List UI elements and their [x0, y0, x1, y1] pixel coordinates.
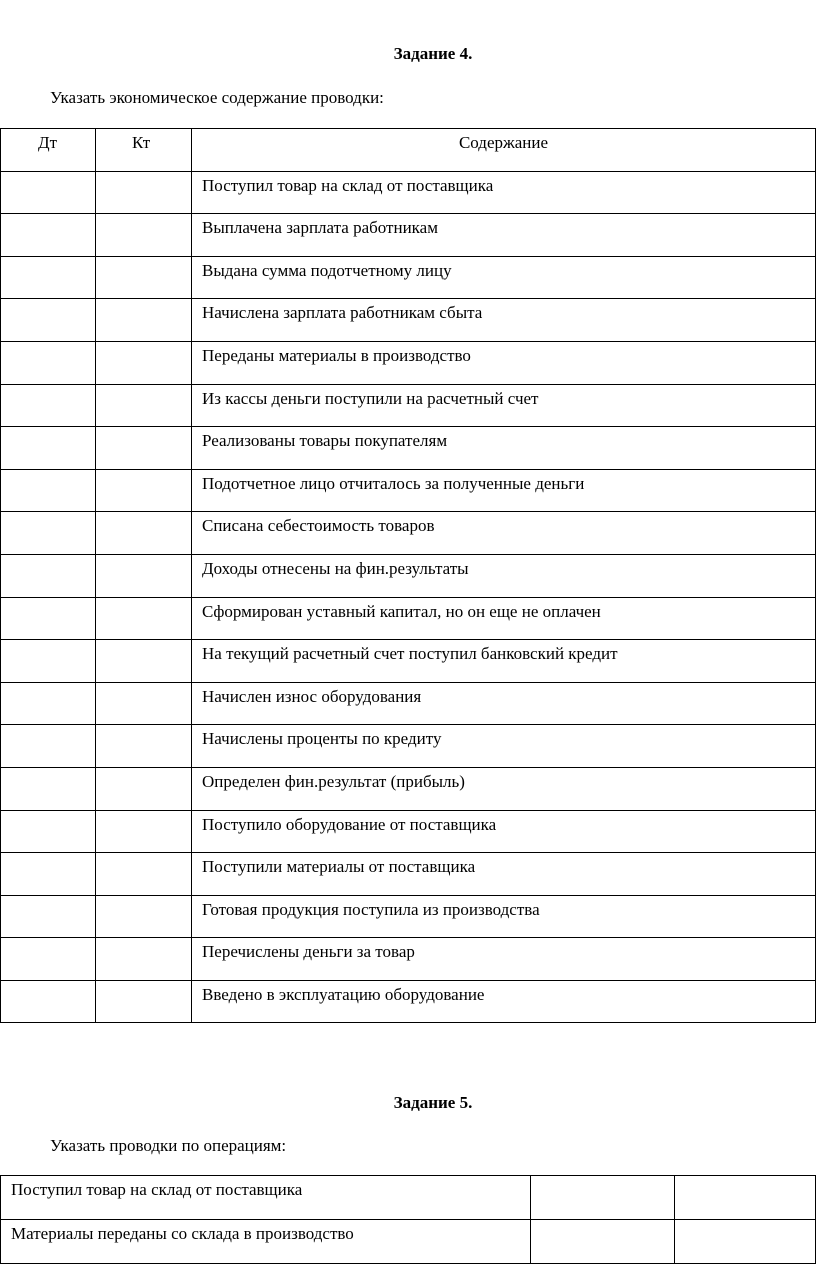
content-cell: Поступило оборудование от поставщика — [192, 810, 816, 853]
task5-table — [0, 1175, 816, 1264]
content-cell: Готовая продукция поступила из производства — [192, 895, 816, 938]
table-row — [1, 895, 816, 938]
content-cell: Сформирован уставный капитал, но он еще не оплачен — [192, 597, 816, 640]
task4-title: Задание 4. — [393, 44, 473, 63]
content-cell: Выплачена зарплата работникам — [192, 214, 816, 257]
table-row — [1, 512, 816, 555]
dt-cell[interactable] — [1, 341, 96, 384]
content-cell: Списана себестоимость товаров — [192, 512, 816, 555]
table-row — [1, 1220, 816, 1264]
dt-cell[interactable] — [1, 384, 96, 427]
dt-cell[interactable] — [1, 853, 96, 896]
content-cell: На текущий расчетный счет поступил банковский кредит — [192, 640, 816, 683]
table-row — [1, 554, 816, 597]
table-row — [1, 1176, 816, 1220]
table-row — [1, 256, 816, 299]
table-row — [1, 597, 816, 640]
header-kt: Кт — [96, 129, 192, 172]
content-cell: Введено в эксплуатацию оборудование — [192, 980, 816, 1023]
dt-cell[interactable] — [1, 640, 96, 683]
kt-cell[interactable] — [96, 682, 192, 725]
dt-cell[interactable] — [1, 214, 96, 257]
table-row — [1, 853, 816, 896]
dt-cell[interactable] — [1, 256, 96, 299]
kt-cell[interactable] — [96, 341, 192, 384]
header-content: Содержание — [192, 129, 816, 172]
kt-cell[interactable] — [96, 938, 192, 981]
table-header-row — [1, 129, 816, 172]
kt-cell[interactable] — [96, 810, 192, 853]
task5-instruction: Указать проводки по операциям: — [50, 1136, 287, 1155]
table-row — [1, 171, 816, 214]
dt-cell[interactable] — [1, 938, 96, 981]
dt-cell[interactable] — [1, 469, 96, 512]
header-dt: Дт — [1, 129, 96, 172]
kt-cell[interactable] — [96, 256, 192, 299]
dt-cell[interactable] — [1, 725, 96, 768]
table-row — [1, 299, 816, 342]
dt-cell[interactable] — [1, 554, 96, 597]
table-row — [1, 384, 816, 427]
credit-answer-cell[interactable] — [675, 1220, 816, 1264]
kt-cell[interactable] — [96, 640, 192, 683]
kt-cell[interactable] — [96, 554, 192, 597]
content-cell: Начислена зарплата работникам сбыта — [192, 299, 816, 342]
kt-cell[interactable] — [96, 214, 192, 257]
content-cell: Начислен износ оборудования — [192, 682, 816, 725]
kt-cell[interactable] — [96, 767, 192, 810]
table-row — [1, 980, 816, 1023]
content-cell: Определен фин.результат (прибыль) — [192, 767, 816, 810]
kt-cell[interactable] — [96, 299, 192, 342]
content-cell: Начислены проценты по кредиту — [192, 725, 816, 768]
table-row — [1, 469, 816, 512]
table-row — [1, 725, 816, 768]
table-row — [1, 938, 816, 981]
table-row — [1, 810, 816, 853]
kt-cell[interactable] — [96, 171, 192, 214]
dt-cell[interactable] — [1, 682, 96, 725]
kt-cell[interactable] — [96, 512, 192, 555]
content-cell: Перечислены деньги за товар — [192, 938, 816, 981]
table-row — [1, 341, 816, 384]
table-row — [1, 214, 816, 257]
table-row — [1, 427, 816, 470]
credit-answer-cell[interactable] — [675, 1176, 816, 1220]
kt-cell[interactable] — [96, 895, 192, 938]
table-row — [1, 682, 816, 725]
dt-cell[interactable] — [1, 597, 96, 640]
dt-cell[interactable] — [1, 299, 96, 342]
dt-cell[interactable] — [1, 980, 96, 1023]
kt-cell[interactable] — [96, 427, 192, 470]
dt-cell[interactable] — [1, 810, 96, 853]
task5-title: Задание 5. — [393, 1093, 473, 1112]
dt-cell[interactable] — [1, 427, 96, 470]
kt-cell[interactable] — [96, 853, 192, 896]
dt-cell[interactable] — [1, 895, 96, 938]
task4-table — [0, 128, 816, 1023]
kt-cell[interactable] — [96, 980, 192, 1023]
task4-instruction: Указать экономическое содержание проводки: — [50, 88, 384, 107]
debit-answer-cell[interactable] — [531, 1220, 675, 1264]
content-cell: Доходы отнесены на фин.результаты — [192, 554, 816, 597]
dt-cell[interactable] — [1, 171, 96, 214]
kt-cell[interactable] — [96, 725, 192, 768]
dt-cell[interactable] — [1, 512, 96, 555]
table-row — [1, 767, 816, 810]
operation-cell: Материалы переданы со склада в производство — [1, 1220, 531, 1264]
operation-cell: Поступил товар на склад от поставщика — [1, 1176, 531, 1220]
debit-answer-cell[interactable] — [531, 1176, 675, 1220]
content-cell: Переданы материалы в производство — [192, 341, 816, 384]
kt-cell[interactable] — [96, 597, 192, 640]
content-cell: Поступил товар на склад от поставщика — [192, 171, 816, 214]
table-row — [1, 640, 816, 683]
content-cell: Выдана сумма подотчетному лицу — [192, 256, 816, 299]
content-cell: Поступили материалы от поставщика — [192, 853, 816, 896]
kt-cell[interactable] — [96, 384, 192, 427]
kt-cell[interactable] — [96, 469, 192, 512]
content-cell: Подотчетное лицо отчиталось за полученные деньги — [192, 469, 816, 512]
content-cell: Из кассы деньги поступили на расчетный счет — [192, 384, 816, 427]
content-cell: Реализованы товары покупателям — [192, 427, 816, 470]
dt-cell[interactable] — [1, 767, 96, 810]
